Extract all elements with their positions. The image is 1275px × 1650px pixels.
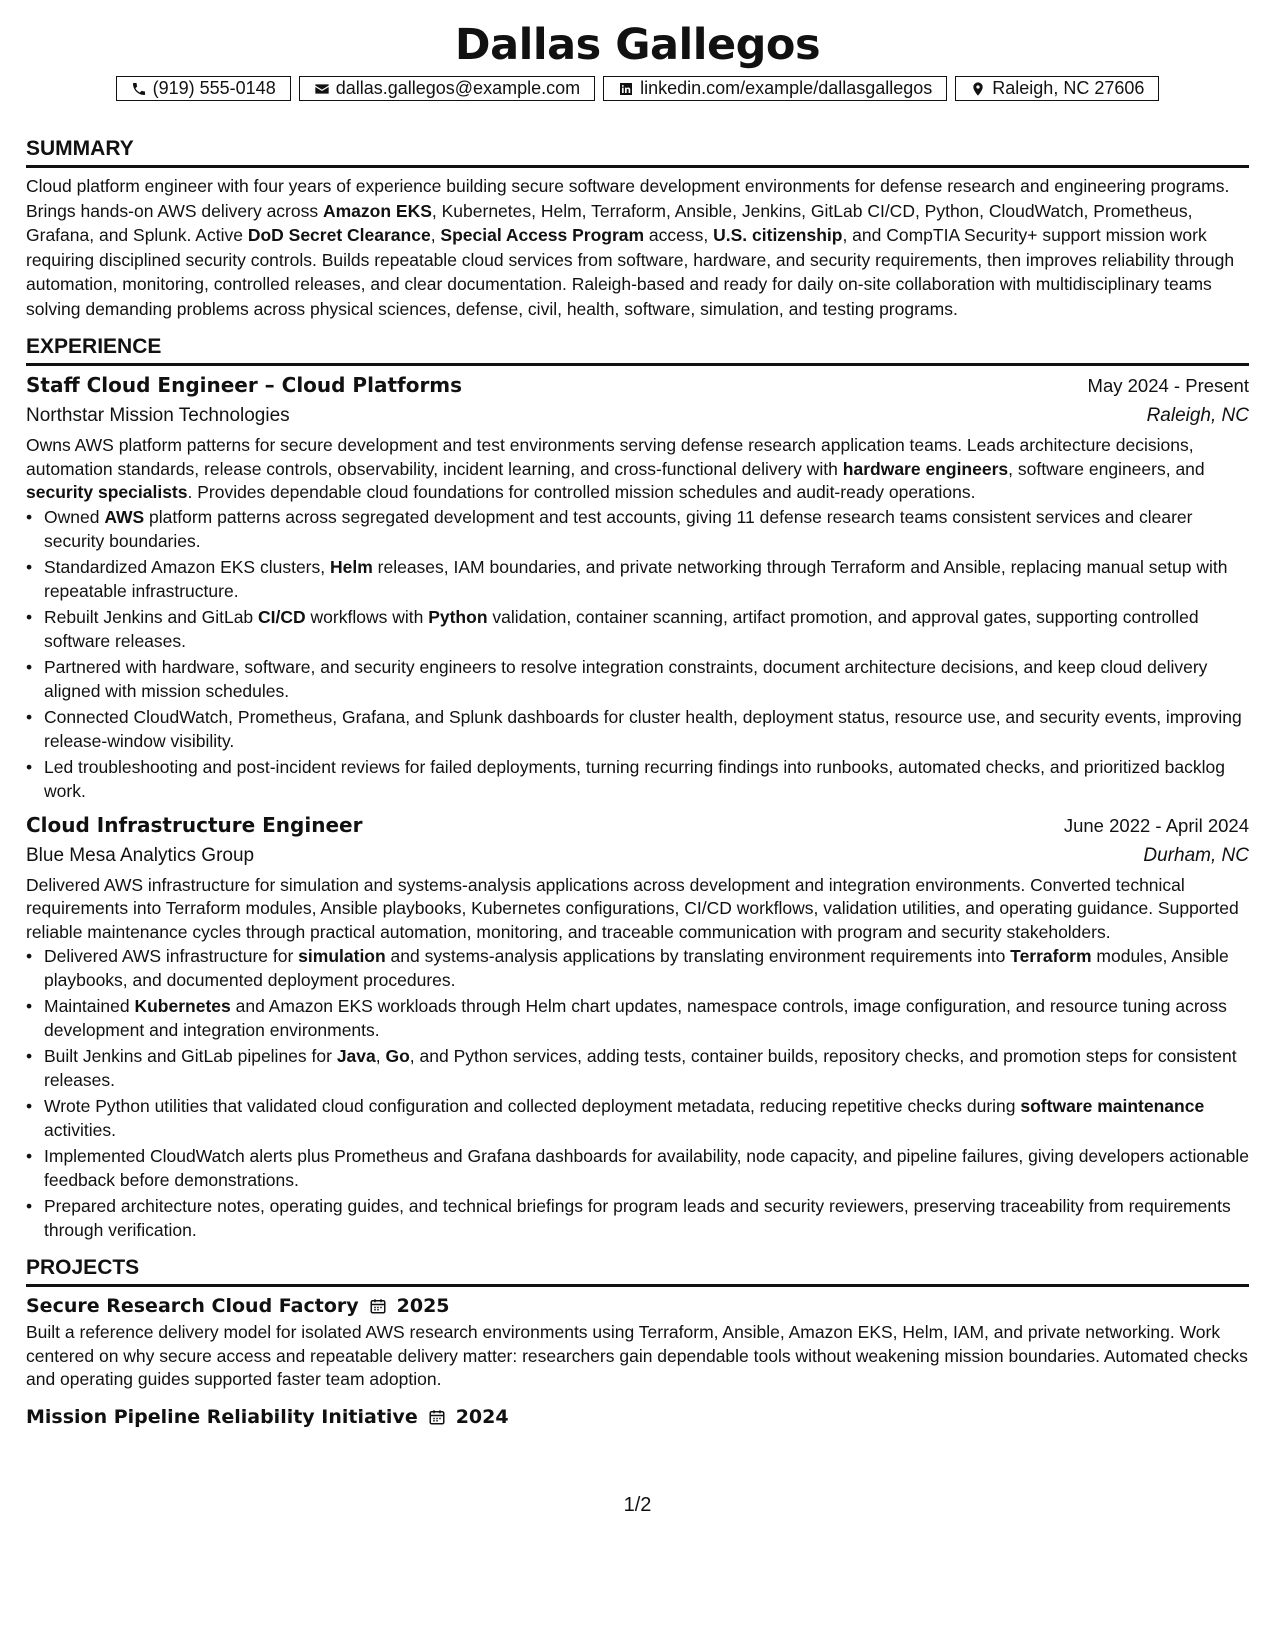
bullet-item bbox=[26, 505, 1249, 553]
bold-text: Kubernetes bbox=[134, 996, 231, 1016]
bullet-item bbox=[26, 944, 1249, 992]
bold-text: Amazon EKS bbox=[322, 200, 432, 221]
contact-location bbox=[955, 76, 1159, 101]
job-location: Durham, NC bbox=[1143, 844, 1249, 866]
text-run: Implemented CloudWatch alerts plus Prometheus and Grafana dashboards for availability, node capacity, and pipeline failures, giving developers actionable feedback before demonstrations. bbox=[44, 1146, 1249, 1190]
text-run: Wrote Python utilities that validated cloud configuration and collected deployment metadata, reducing repetitive checks during bbox=[44, 1096, 1021, 1116]
bullet-item bbox=[26, 755, 1249, 803]
text-run: , and CompTIA Security+ support mission work requiring disciplined security controls. Builds repeatable cloud services from software, hardware, and security requirements, then improves reliability through automation, monitoring, controlled releases, and clear documentation. Raleigh-based and ready for daily on-site collaboration with multidisciplinary teams solving demanding problems across physical sciences, defense, civil, health, software, simulation, and testing programs. bbox=[26, 225, 1235, 319]
candidate-name: Dallas Gallegos bbox=[454, 20, 821, 70]
job-entry bbox=[26, 813, 1249, 1243]
contact-email-text: dallas.gallegos@example.com bbox=[335, 78, 581, 98]
contact-email[interactable] bbox=[299, 76, 595, 101]
text-run: Standardized Amazon EKS clusters, bbox=[44, 556, 330, 577]
job-title: Staff Cloud Engineer – Cloud Platforms bbox=[26, 373, 463, 397]
job-title: Cloud Infrastructure Engineer bbox=[26, 812, 363, 837]
bold-text: security specialists bbox=[26, 482, 188, 502]
project-name: Mission Pipeline Reliability Initiative bbox=[26, 1405, 418, 1428]
contact-linkedin[interactable] bbox=[603, 76, 947, 101]
project-year: 2024 bbox=[455, 1405, 509, 1428]
bold-text: software maintenance bbox=[1020, 1096, 1205, 1116]
linkedin-icon bbox=[618, 81, 634, 97]
text-run: Built Jenkins and GitLab pipelines for bbox=[44, 1046, 337, 1066]
project-year: 2025 bbox=[396, 1295, 450, 1317]
text-run: , software engineers, and bbox=[1008, 458, 1205, 479]
text-run: Delivered AWS infrastructure for bbox=[44, 946, 299, 966]
text-run: Prepared architecture notes, operating guides, and technical briefings for program leads and security reviewers, preserving traceability from requirements through verification. bbox=[44, 1196, 1231, 1240]
text-run: modules, Ansible playbooks, and documented deployment procedures. bbox=[44, 946, 1229, 990]
text-run: and Amazon EKS workloads through Helm chart updates, namespace controls, image configuration, and resource tuning across development and integration environments. bbox=[44, 996, 1227, 1040]
text-run: activities. bbox=[44, 1120, 116, 1140]
text-run: workflows with bbox=[305, 606, 429, 627]
bullet-item bbox=[26, 1094, 1249, 1142]
text-run: Delivered AWS infrastructure for simulation and systems-analysis applications across development and integration environments. Converted technical requirements into Terraform modules, Ansible playbooks, Kubernetes configurations, CI/CD workflows, validation utilities, and operating guidance. Supported reliable maintenance cycles through practical automation, monitoring, and traceable communication with program and security stakeholders. bbox=[26, 874, 1239, 942]
bullet-item bbox=[26, 705, 1249, 753]
bold-text: Helm bbox=[329, 556, 373, 577]
bold-text: DoD Secret Clearance bbox=[247, 225, 431, 245]
map-pin-icon bbox=[970, 81, 986, 97]
job-entry bbox=[26, 373, 1249, 803]
job-company: Blue Mesa Analytics Group bbox=[26, 844, 255, 866]
bold-text: Java bbox=[336, 1046, 376, 1066]
text-run: validation, container scanning, artifact promotion, and approval gates, supporting controlled software releases. bbox=[44, 606, 1199, 651]
text-run: releases, IAM boundaries, and private networking through Terraform and Ansible, replacing manual setup with repeatable infrastructure. bbox=[44, 556, 1228, 601]
text-run: . Provides dependable cloud foundations for controlled mission schedules and audit-ready operations. bbox=[187, 482, 976, 502]
bold-text: hardware engineers bbox=[842, 458, 1009, 479]
bold-text: simulation bbox=[298, 946, 386, 966]
project-entry bbox=[26, 1295, 1249, 1392]
experience-heading: EXPERIENCE bbox=[26, 335, 1249, 366]
project-description: Built a reference delivery model for isolated AWS research environments using Terraform, Ansible, Amazon EKS, Helm, IAM, and private networking. Work centered on why secure access and repeatable delivery matter: researchers gain dependable tools without weakening mission boundaries. Automated checks and operating guides supported faster team adoption. bbox=[26, 1322, 1248, 1389]
project-entry bbox=[26, 1406, 1249, 1428]
job-summary bbox=[26, 434, 1249, 505]
bold-text: Terraform bbox=[1010, 946, 1092, 966]
phone-icon bbox=[131, 81, 147, 97]
text-run: Owns AWS platform patterns for secure development and test environments serving defense research application teams. Leads architecture decisions, automation standards, release controls, observability, incident learning, and cross-functional delivery with bbox=[26, 435, 1194, 479]
job-bullets bbox=[26, 944, 1249, 1242]
calendar-icon bbox=[369, 1297, 387, 1315]
bold-text: AWS bbox=[104, 506, 145, 527]
bold-text: CI/CD bbox=[258, 606, 306, 627]
contact-phone bbox=[116, 76, 291, 101]
bold-text: Python bbox=[428, 606, 488, 627]
envelope-icon bbox=[314, 81, 330, 97]
contact-location-text: Raleigh, NC 27606 bbox=[992, 78, 1145, 98]
text-run: platform patterns across segregated development and test accounts, giving 11 defense research teams consistent services and clearer security boundaries. bbox=[44, 506, 1193, 551]
text-run: Led troubleshooting and post-incident reviews for failed deployments, turning recurring findings into runbooks, automated checks, and prioritized backlog work. bbox=[44, 756, 1225, 801]
bullet-item bbox=[26, 605, 1249, 653]
job-summary bbox=[26, 874, 1249, 945]
job-company: Northstar Mission Technologies bbox=[26, 405, 290, 426]
job-bullets bbox=[26, 505, 1249, 803]
text-run: , and Python services, adding tests, container builds, repository checks, and promotion steps for consistent releases. bbox=[44, 1046, 1237, 1090]
text-run: , bbox=[430, 225, 441, 245]
text-run: Partnered with hardware, software, and security engineers to resolve integration constraints, document architecture decisions, and keep cloud delivery aligned with mission schedules. bbox=[44, 656, 1208, 701]
text-run: Connected CloudWatch, Prometheus, Grafana, and Splunk dashboards for cluster health, deployment status, resource use, and security events, improving release-window visibility. bbox=[44, 706, 1242, 751]
bold-text: Go bbox=[385, 1046, 410, 1066]
page-indicator: 1/2 bbox=[623, 1494, 652, 1516]
text-run: and systems-analysis applications by translating environment requirements into bbox=[385, 946, 1011, 966]
contact-phone-text: (919) 555-0148 bbox=[152, 78, 276, 98]
contact-bar bbox=[26, 76, 1249, 101]
bullet-item bbox=[26, 1144, 1249, 1192]
bullet-item bbox=[26, 1194, 1249, 1242]
contact-linkedin-text: linkedin.com/example/dallasgallegos bbox=[640, 78, 933, 98]
text-run: Owned bbox=[44, 506, 105, 527]
calendar-icon bbox=[428, 1408, 446, 1426]
projects-heading: PROJECTS bbox=[26, 1256, 1249, 1287]
summary-text bbox=[26, 174, 1249, 321]
project-name: Secure Research Cloud Factory bbox=[26, 1295, 359, 1317]
bullet-item bbox=[26, 555, 1249, 603]
summary-heading: SUMMARY bbox=[26, 137, 1249, 168]
bold-text: Special Access Program bbox=[440, 225, 645, 245]
bullet-item bbox=[26, 655, 1249, 703]
job-dates: May 2024 - Present bbox=[1087, 375, 1249, 396]
job-location: Raleigh, NC bbox=[1146, 405, 1249, 426]
bullet-item bbox=[26, 994, 1249, 1042]
bullet-item bbox=[26, 1044, 1249, 1092]
text-run: access, bbox=[644, 225, 714, 245]
text-run: Maintained bbox=[44, 996, 135, 1016]
job-dates: June 2022 - April 2024 bbox=[1063, 814, 1249, 836]
text-run: Rebuilt Jenkins and GitLab bbox=[44, 606, 259, 627]
text-run: Cloud platform engineer with four years of experience building secure software development environments for defense research and engineering programs. Brings hands-on AWS delivery across bbox=[26, 176, 1230, 221]
text-run: , bbox=[375, 1046, 386, 1066]
text-run: , Kubernetes, Helm, Terraform, Ansible, Jenkins, GitLab CI/CD, Python, CloudWatch, Prometheus, Grafana, and Splunk. Active bbox=[26, 200, 1193, 245]
bold-text: U.S. citizenship bbox=[713, 225, 843, 245]
